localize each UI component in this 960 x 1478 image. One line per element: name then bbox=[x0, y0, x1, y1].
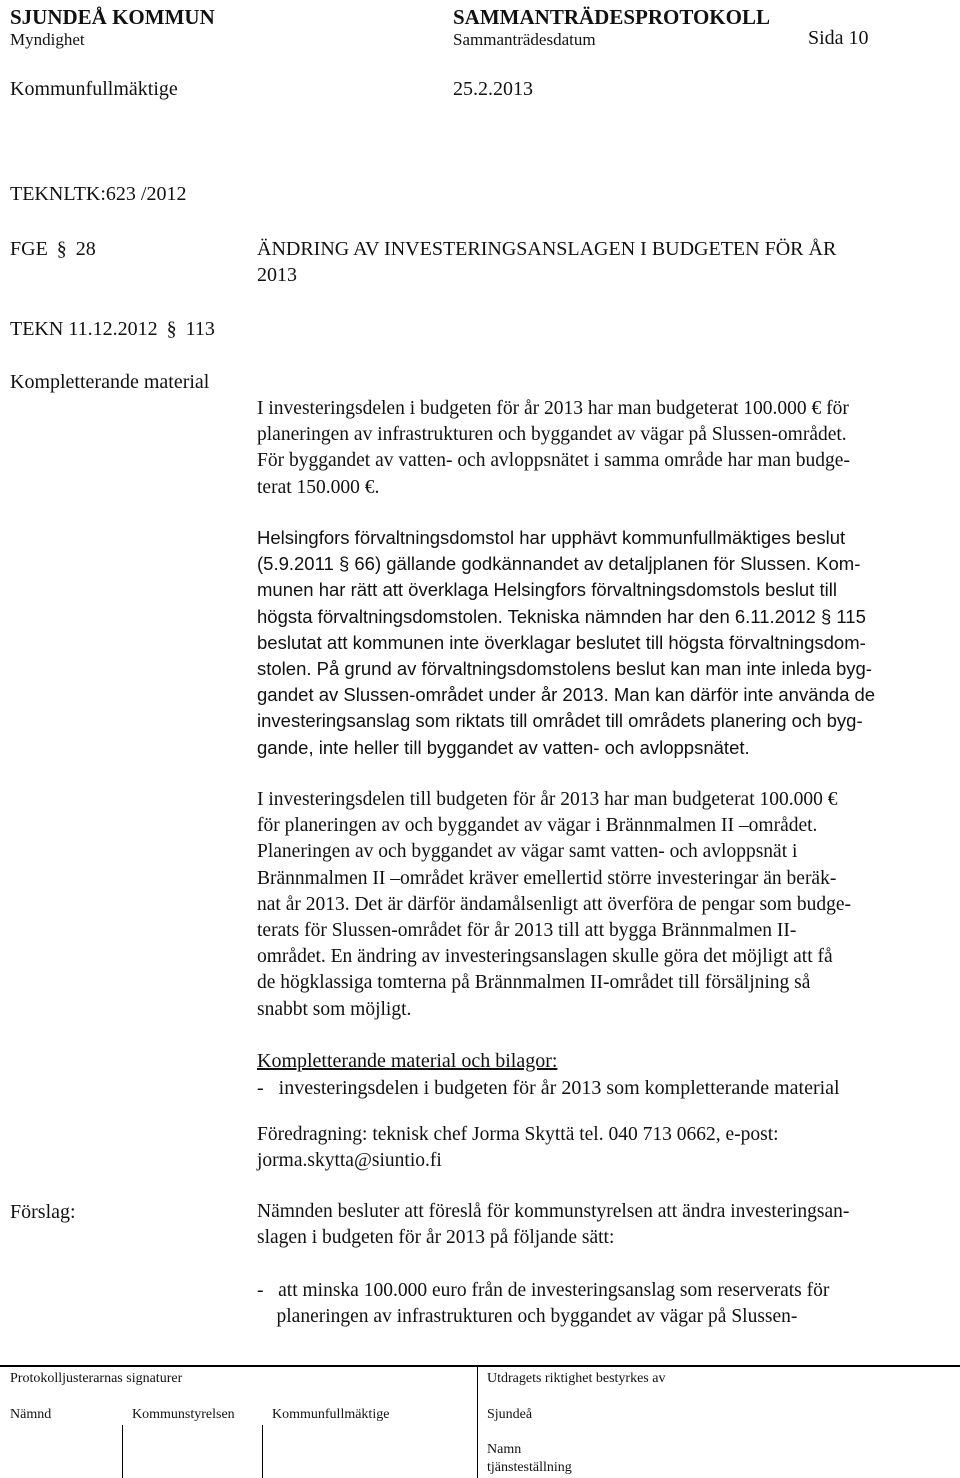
fge-label: FGE bbox=[10, 238, 48, 260]
signatures-label: Protokolljusterarnas signaturer bbox=[10, 1371, 183, 1386]
paragraph-court-decision: Helsingfors förvaltningsdomstol har upphävt kommunfullmäktiges beslut (5.9.2011 § 66) gällande godkännandet av detaljplanen för Slussen. Kom- munen har rätt att överklaga Helsingfors förvaltningsdomstols beslut till högsta förvaltningsdomstolen. Tekniska nämnden har den 6.11.2012 § 115 beslutat att kommunen inte överklagar beslutet till högsta förvaltningsdom- stolen. På grund av förvaltningsdomstolens beslut kan man inte inleda byg- gandet av Slussen-området under år 2013. Man kan därför inte använda de investeringsanslag som riktats till området till områdets planering och byg- gande, inte heller till byggandet av vatten- och avloppsnätet. bbox=[257, 527, 876, 758]
section-icon: § bbox=[56, 238, 67, 260]
footer-position-label: tjänsteställning bbox=[487, 1460, 572, 1475]
attachments-heading: Kompletterande material och bilagor: bbox=[257, 1050, 558, 1072]
fge-ref bbox=[10, 236, 96, 262]
certify-label: Utdragets riktighet bestyrkes av bbox=[487, 1371, 666, 1386]
paragraph-brannmalmen: I investeringsdelen till budgeten för år 2013 har man budgeterat 100.000 € för planeringen av och byggandet av vägar i Brännmalmen II –området. Planeringen av och byggandet av vägar samt vatten- och avloppsnät i Brännmalmen II –området kräver emellertid större investeringar än beräk- nat år 2013. Det är därför ändamålsenligt att överföra de pengar som budge- terats för Slussen-området för år 2013 till att bygga Brännmalmen II- området. En ändring av investeringsanslagen skulle göra det möjligt att få de högklassiga tomterna på Brännmalmen II-området till försäljning så snabbt som möjligt. bbox=[257, 789, 851, 1020]
proposal-text: Nämnden besluter att föreslå för kommunstyrelsen att ändra investeringsan- slagen i budgeten för år 2013 på följande sätt: bbox=[257, 1201, 850, 1249]
meeting-date-label: Sammanträdesdatum bbox=[453, 30, 596, 49]
proposal-label: Förslag: bbox=[10, 1201, 76, 1223]
proposal-item: - att minska 100.000 euro från de investeringsanslag som reserverats för planeringen av infrastrukturen och byggandet av vägar på Slussen- bbox=[257, 1280, 830, 1328]
section-icon: § bbox=[166, 318, 177, 340]
footer-divider bbox=[477, 1367, 478, 1478]
meeting-date: 25.2.2013 bbox=[453, 78, 533, 100]
tekn-number: 113 bbox=[185, 318, 215, 340]
supplementary-label: Kompletterande material bbox=[10, 371, 210, 393]
footer-col-kommunstyrelsen: Kommunstyrelsen bbox=[132, 1407, 235, 1422]
item-title-line1: ÄNDRING AV INVESTERINGSANSLAGEN I BUDGETEN FÖR ÅR bbox=[257, 238, 837, 260]
footer-rule bbox=[0, 1365, 960, 1367]
item-title-line2: 2013 bbox=[257, 264, 297, 286]
attachments-item: - investeringsdelen i budgeten för år 2013 som kompletterande material bbox=[257, 1077, 840, 1099]
tekn-ref bbox=[10, 316, 215, 342]
tekn-label: TEKN 11.12.2012 bbox=[10, 318, 158, 340]
footer-divider bbox=[262, 1425, 263, 1478]
document-type: SAMMANTRÄDESPROTOKOLL bbox=[453, 5, 770, 29]
municipality-name: SJUNDEÅ KOMMUN bbox=[10, 5, 215, 29]
footer-col-kommunfullmaktige: Kommunfullmäktige bbox=[272, 1407, 390, 1422]
footer-col-sjundea: Sjundeå bbox=[487, 1407, 533, 1422]
footer-name-label: Namn bbox=[487, 1442, 522, 1457]
authority: Kommunfullmäktige bbox=[10, 78, 178, 100]
presenter-info: Föredragning: teknisk chef Jorma Skyttä tel. 040 713 0662, e-post: jorma.skytta@siuntio.fi bbox=[257, 1124, 779, 1172]
teknltk-ref: TEKNLTK:623 /2012 bbox=[10, 183, 187, 205]
authority-label: Myndighet bbox=[10, 30, 85, 49]
footer-divider bbox=[122, 1425, 123, 1478]
page-number: Sida 10 bbox=[808, 27, 869, 49]
footer-col-namnd: Nämnd bbox=[10, 1407, 52, 1422]
paragraph-budget: I investeringsdelen i budgeten för år 2013 har man budgeterat 100.000 € för planeringen av infrastrukturen och byggandet av vägar på Slussen-området. För byggandet av vatten- och avloppsnätet i samma område har man budge- terat 150.000 €. bbox=[257, 398, 850, 498]
fge-number: 28 bbox=[75, 238, 96, 260]
